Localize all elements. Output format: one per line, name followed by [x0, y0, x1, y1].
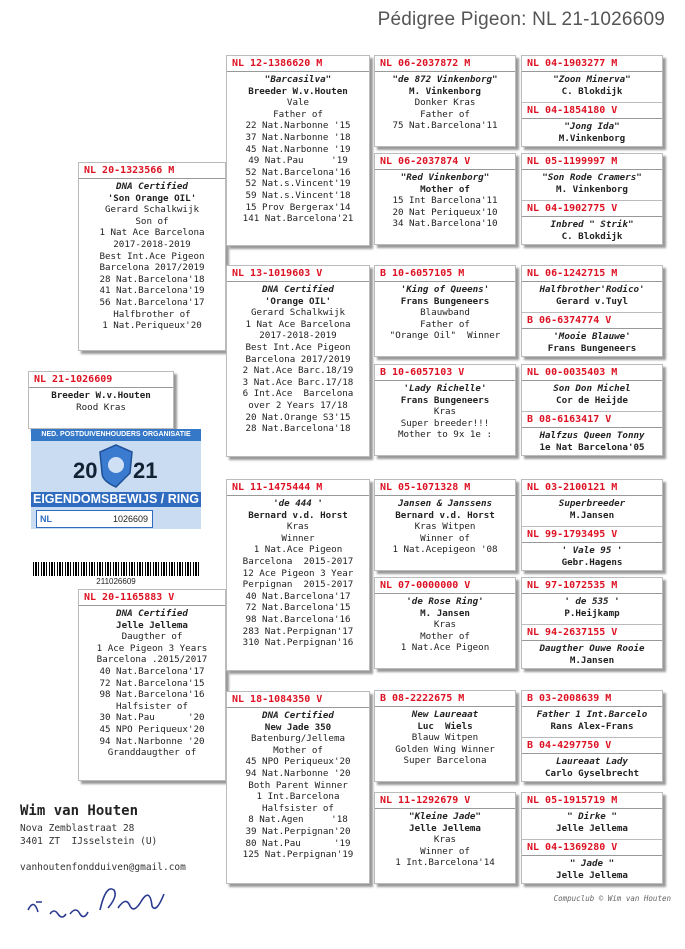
ancestor-female: [522, 737, 662, 779]
pigeon-details: [522, 496, 662, 521]
detail-line: 22 Nat.Narbonne '15: [245, 120, 351, 132]
detail-line: Halfbrother'Rodico': [539, 284, 645, 295]
detail-line: Breeder W.v.Houten: [248, 85, 348, 97]
detail-line: 45 NPO Periqueux'20: [245, 756, 351, 768]
organisation-name: NED. POSTDUIVENHOUDERS ORGANISATIE: [31, 429, 201, 441]
ring-number-header: NL 20-1323566 M: [79, 163, 225, 179]
detail-line: 72 Nat.Barcelona'15: [99, 677, 205, 689]
address-line: Nova Zemblastraat 28: [20, 823, 135, 834]
detail-line: Laureaat Lady: [556, 756, 628, 767]
detail-line: Barcelona 2017/2019: [99, 262, 205, 274]
detail-line: Luc Wiels: [417, 720, 473, 732]
detail-line: 20 Nat Periqueux'10: [392, 206, 498, 218]
detail-line: Superbreeder: [558, 498, 626, 509]
detail-line: Winner: [281, 532, 315, 544]
detail-line: Rans Alex-Frans: [550, 720, 634, 732]
detail-line: Bernard v.d. Horst: [395, 509, 495, 521]
detail-line: M.Jansen: [569, 654, 615, 666]
detail-line: Cor de Heijde: [556, 394, 628, 406]
detail-line: 94 Nat.Narbonne '20: [99, 735, 205, 747]
detail-line: Super Barcelona: [403, 755, 487, 767]
ancestor-female: [522, 624, 662, 666]
detail-line: 39 Nat.Perpignan'20: [245, 825, 351, 837]
detail-line: "Red Vinkenborg": [400, 172, 490, 183]
ancestor-female: [522, 411, 662, 453]
detail-line: 41 Nat.Barcelona'19: [99, 285, 205, 297]
detail-line: M. Vinkenborg: [409, 85, 481, 97]
detail-line: 37 Nat.Narbonne '18: [245, 131, 351, 143]
detail-line: 1 Nat.Ace Pigeon: [253, 544, 343, 556]
detail-line: 125 Nat.Perpignan'19: [242, 849, 354, 861]
pigeon-details: [522, 329, 662, 354]
detail-line: 15 Int Barcelona'11: [392, 195, 498, 207]
ring-number-header: NL 07-0000000 V: [375, 578, 515, 594]
detail-line: Blauw Witpen: [411, 732, 479, 744]
detail-line: Son Don Michel: [553, 383, 631, 394]
detail-line: C. Blokdijk: [561, 85, 623, 97]
great-grandparent-card: [374, 479, 516, 571]
detail-line: Winner of: [420, 532, 470, 544]
ring-number-header: B 08-2222675 M: [375, 691, 515, 707]
detail-line: 2017-2018-2019: [113, 238, 191, 250]
ring-number-header: NL 12-1386620 M: [227, 56, 369, 72]
detail-line: Inbred " Strik": [550, 219, 634, 230]
detail-line: " Dirke ": [567, 811, 617, 822]
detail-line: Kras: [286, 521, 310, 533]
detail-line: Gerard Schalkwijk: [250, 307, 346, 319]
detail-line: 2017-2018-2019: [259, 330, 337, 342]
detail-line: 94 Nat.Narbonne '20: [245, 767, 351, 779]
detail-line: Gerard v.Tuyl: [556, 295, 628, 307]
pigeon-details: [522, 594, 662, 619]
great-grandparent-card: [374, 577, 516, 669]
detail-line: DNA Certified: [116, 608, 188, 619]
detail-line: Batenburg/Jellema: [250, 733, 346, 745]
detail-line: 141 Nat.Barcelona'21: [242, 213, 354, 225]
detail-line: Mother of: [420, 630, 470, 642]
detail-line: M.Vinkenborg: [558, 132, 626, 144]
detail-line: ' de 535 ': [564, 596, 620, 607]
detail-line: Granddaugther of: [107, 747, 197, 759]
ring-number-header: NL 03-2100121 M: [522, 480, 662, 496]
detail-line: " Jade ": [569, 858, 615, 869]
detail-line: Carlo Gyselbrecht: [544, 767, 640, 779]
ancestor-female: [522, 312, 662, 354]
sire-card: [78, 162, 226, 351]
ring-number-header: NL 06-2037872 M: [375, 56, 515, 72]
detail-line: Perpignan 2015-2017: [242, 579, 354, 591]
detail-line: over 2 Years 17/18: [248, 399, 348, 411]
detail-line: Best Int.Ace Pigeon: [245, 341, 351, 353]
detail-line: Donker Kras: [414, 97, 476, 109]
detail-line: Barcelona 2015-2017: [242, 555, 354, 567]
detail-line: DNA Certified: [262, 710, 334, 721]
owner-address: [20, 822, 157, 848]
pigeon-details: [79, 179, 225, 332]
detail-line: 3 Nat.Ace Barc.17/18: [242, 376, 354, 388]
great-grandparent-card: [374, 690, 516, 782]
detail-line: Jelle Jellema: [409, 822, 481, 834]
detail-line: P.Heijkamp: [564, 607, 620, 619]
detail-line: 1 Int.Barcelona'14: [395, 857, 495, 869]
ancestor-male: [522, 578, 662, 624]
ring-country: NL: [40, 514, 52, 524]
detail-line: "Kleine Jade": [409, 811, 481, 822]
pigeon-details: [522, 72, 662, 97]
detail-line: 40 Nat.Barcelona'17: [99, 665, 205, 677]
detail-line: "Jong Ida": [564, 121, 620, 132]
detail-line: Halfsister of: [116, 700, 188, 712]
detail-line: Daugther of: [121, 631, 183, 643]
detail-line: Both Parent Winner: [248, 779, 348, 791]
detail-line: Jelle Jellema: [556, 822, 628, 834]
detail-line: Bernard v.d. Horst: [248, 509, 348, 521]
detail-line: 59 Nat.s.Vincent'18: [245, 189, 351, 201]
detail-line: 2 Nat.Ace Barc.18/19: [242, 365, 354, 377]
detail-line: 'Lady Richelle': [403, 383, 487, 394]
detail-line: Son of: [135, 215, 169, 227]
ring-number-header: NL 97-1072535 M: [522, 578, 662, 594]
detail-line: 'King of Queens': [400, 284, 490, 295]
pigeon-details: [522, 381, 662, 406]
ring-number: 1026609: [112, 514, 148, 524]
detail-line: 45 Nat.Narbonne '19: [245, 143, 351, 155]
detail-line: 8 Nat.Agen '18: [248, 814, 348, 826]
detail-line: 52 Nat.Barcelona'16: [245, 166, 351, 178]
detail-line: 1 Nat Ace Barcelona: [245, 318, 351, 330]
ring-number-header: B 04-4297750 V: [522, 738, 662, 754]
ring-number-header: NL 06-1242715 M: [522, 266, 662, 282]
detail-line: Mother to 9x 1e :: [397, 429, 493, 441]
pigeon-details: [375, 72, 515, 132]
detail-line: DNA Certified: [116, 181, 188, 192]
detail-line: 15 Prov Bergerax'14: [245, 201, 351, 213]
detail-line: 1 Nat.Periqueux'20: [102, 320, 202, 332]
lion-emblem-icon: [97, 443, 135, 489]
ancestor-male: [522, 691, 662, 737]
pigeon-details: [522, 170, 662, 195]
pigeon-details: [375, 809, 515, 869]
credit-text: Compuclub © Wim van Houten: [553, 894, 671, 903]
detail-line: DNA Certified: [262, 284, 334, 295]
detail-line: 30 Nat.Pau '20: [99, 712, 205, 724]
detail-line: "de 872 Vinkenborg": [392, 74, 498, 85]
ring-number-field: [36, 510, 153, 528]
detail-line: 28 Nat.Barcelona'18: [245, 423, 351, 435]
great-great-grandparent-pair-card: [521, 792, 663, 884]
ancestor-male: [522, 365, 662, 411]
great-great-grandparent-pair-card: [521, 265, 663, 357]
detail-line: 45 NPO Periqueux'20: [99, 723, 205, 735]
detail-line: "Son Rode Cramers": [542, 172, 642, 183]
detail-line: 310 Nat.Perpignan'16: [242, 637, 354, 649]
ancestor-male: [522, 793, 662, 839]
barcode: [33, 562, 199, 576]
great-grandparent-card: [374, 153, 516, 245]
pigeon-details: [375, 381, 515, 441]
ring-number-header: B 06-6374774 V: [522, 313, 662, 329]
pigeon-details: [227, 72, 369, 225]
ring-number-header: NL 11-1292679 V: [375, 793, 515, 809]
detail-line: M.Jansen: [569, 509, 615, 521]
pigeon-details: [375, 496, 515, 556]
ancestor-female: [522, 839, 662, 881]
pigeon-details: [29, 388, 173, 413]
great-great-grandparent-pair-card: [521, 364, 663, 456]
subject-pigeon-card: [28, 371, 174, 429]
detail-line: 34 Nat.Barcelona'10: [392, 218, 498, 230]
dam-card: [78, 589, 226, 781]
pigeon-details: [522, 809, 662, 834]
grandparent-card: [226, 479, 370, 671]
grandparent-card: [226, 55, 370, 246]
ring-number-header: NL 94-2637155 V: [522, 625, 662, 641]
detail-line: Father of: [273, 108, 323, 120]
ancestor-male: [522, 266, 662, 312]
ancestor-male: [522, 56, 662, 102]
detail-line: Golden Wing Winner: [395, 743, 495, 755]
detail-line: Halfbrother of: [113, 308, 191, 320]
detail-line: 'Orange OIL': [264, 295, 332, 307]
page-title: Pédigree Pigeon: NL 21-1026609: [377, 9, 665, 30]
pigeon-details: [375, 707, 515, 767]
ring-number-header: NL 05-1915719 M: [522, 793, 662, 809]
ring-number-header: NL 00-0035403 M: [522, 365, 662, 381]
address-line: 3401 ZT IJsselstein (U): [20, 836, 158, 847]
ring-ownership-card: [31, 429, 201, 589]
detail-line: New Jade 350: [264, 721, 332, 733]
pigeon-details: [522, 543, 662, 568]
detail-line: Mother of: [420, 183, 470, 195]
detail-line: Breeder W.v.Houten: [51, 390, 151, 401]
detail-line: 72 Nat.Barcelona'15: [245, 602, 351, 614]
grandparent-card: [226, 265, 370, 457]
ring-number-header: NL 20-1165883 V: [79, 590, 225, 606]
ring-number-header: NL 04-1903277 M: [522, 56, 662, 72]
detail-line: Kras: [433, 406, 457, 418]
detail-line: New Laureaat: [411, 709, 479, 720]
detail-line: Kras Witpen: [414, 521, 476, 533]
detail-line: M. Vinkenborg: [556, 183, 628, 195]
pigeon-details: [227, 496, 369, 649]
detail-line: Barcelona 2017/2019: [245, 353, 351, 365]
pigeon-details: [375, 594, 515, 654]
detail-line: Best Int.Ace Pigeon: [99, 250, 205, 262]
detail-line: Barcelona .2015/2017: [96, 654, 208, 666]
ring-number-header: NL 99-1793495 V: [522, 527, 662, 543]
great-grandparent-card: [374, 55, 516, 147]
detail-line: Jansen & Janssens: [397, 498, 493, 509]
ancestor-female: [522, 526, 662, 568]
great-grandparent-card: [374, 364, 516, 456]
detail-line: 98 Nat.Barcelona'16: [99, 689, 205, 701]
ring-number-header: NL 05-1071328 M: [375, 480, 515, 496]
detail-line: Rood Kras: [76, 401, 126, 413]
detail-line: "Orange Oil" Winner: [389, 330, 501, 342]
detail-line: 1 Ace Pigeon 3 Years: [96, 642, 208, 654]
ring-number-header: NL 04-1369280 V: [522, 840, 662, 856]
pigeon-details: [227, 708, 369, 861]
ring-number-header: B 03-2008639 M: [522, 691, 662, 707]
great-grandparent-card: [374, 792, 516, 884]
pigeon-details: [227, 282, 369, 435]
detail-line: Gerard Schalkwijk: [104, 204, 200, 216]
detail-line: "Zoon Minerva": [553, 74, 631, 85]
pigeon-details: [522, 119, 662, 144]
detail-line: 12 Ace Pigeon 3 Year: [242, 567, 354, 579]
detail-line: 56 Nat.Barcelona'17: [99, 296, 205, 308]
ancestor-female: [522, 102, 662, 144]
owner-email: vanhoutenfondduiven@gmail.com: [20, 862, 186, 873]
detail-line: "Barcasilva": [264, 74, 332, 85]
detail-line: Daugther Ouwe Rooie: [539, 643, 645, 654]
great-great-grandparent-pair-card: [521, 690, 663, 782]
detail-line: 1 Nat Ace Barcelona: [99, 227, 205, 239]
ancestor-male: [522, 480, 662, 526]
detail-line: 40 Nat.Barcelona'17: [245, 590, 351, 602]
great-great-grandparent-pair-card: [521, 479, 663, 571]
detail-line: 80 Nat.Pau '19: [245, 837, 351, 849]
detail-line: C. Blokdijk: [561, 230, 623, 242]
ring-number-header: NL 05-1199997 M: [522, 154, 662, 170]
detail-line: 28 Nat.Barcelona'18: [99, 273, 205, 285]
ring-number-header: NL 06-2037874 V: [375, 154, 515, 170]
detail-line: Halfsister of: [262, 802, 334, 814]
ring-number-header: NL 21-1026609: [29, 372, 173, 388]
ring-number-header: NL 13-1019603 V: [227, 266, 369, 282]
detail-line: Super breeder!!!: [400, 417, 490, 429]
detail-line: Gebr.Hagens: [561, 556, 623, 568]
barcode-number: 211026609: [96, 577, 136, 586]
ring-number-header: B 08-6163417 V: [522, 412, 662, 428]
detail-line: 'Son Orange OIL': [107, 192, 197, 204]
detail-line: Vale: [286, 97, 310, 109]
detail-line: 75 Nat.Barcelona'11: [392, 120, 498, 132]
detail-line: 52 Nat.s.Vincent'19: [245, 178, 351, 190]
pigeon-details: [522, 641, 662, 666]
detail-line: Halfzus Queen Tonny: [539, 430, 645, 441]
detail-line: Father of: [420, 318, 470, 330]
ring-number-header: NL 18-1084350 V: [227, 692, 369, 708]
grandparent-card: [226, 691, 370, 884]
great-grandparent-card: [374, 265, 516, 357]
great-great-grandparent-pair-card: [521, 577, 663, 669]
detail-line: 49 Nat.Pau '19: [248, 155, 348, 167]
pigeon-details: [522, 217, 662, 242]
ownership-label: EIGENDOMSBEWIJS / RING: [33, 492, 199, 506]
detail-line: 1 Nat.Ace Pigeon: [400, 642, 490, 654]
pigeon-details: [522, 707, 662, 732]
detail-line: 1 Int.Barcelona: [256, 791, 340, 803]
detail-line: Frans Bungeneers: [547, 342, 637, 354]
detail-line: 'de Rose Ring': [406, 596, 484, 607]
detail-line: 20 Nat.Orange S3'15: [245, 411, 351, 423]
detail-line: 'de 444 ': [273, 498, 323, 509]
detail-line: Father of: [420, 108, 470, 120]
ancestor-male: [522, 154, 662, 200]
detail-line: Father 1 Int.Barcelo: [536, 709, 648, 720]
detail-line: 6 Int.Ace Barcelona: [242, 388, 354, 400]
detail-line: M. Jansen: [420, 607, 470, 619]
pigeon-details: [375, 282, 515, 342]
ancestor-female: [522, 200, 662, 242]
detail-line: 98 Nat.Barcelona'16: [245, 613, 351, 625]
pigeon-details: [522, 282, 662, 307]
great-great-grandparent-pair-card: [521, 153, 663, 245]
detail-line: 1e Nat Barcelona'05: [539, 441, 645, 453]
detail-line: Blauwband: [420, 307, 470, 319]
ring-year-right: 21: [133, 458, 158, 483]
detail-line: Jelle Jellema: [116, 619, 188, 631]
signature-icon: [22, 880, 182, 925]
detail-line: Frans Bungeneers: [400, 295, 490, 307]
detail-line: 283 Nat.Perpignan'17: [242, 625, 354, 637]
pigeon-details: [79, 606, 225, 759]
pigeon-details: [375, 170, 515, 230]
owner-name: Wim van Houten: [20, 803, 139, 819]
detail-line: Winner of: [420, 845, 470, 857]
ring-number-header: NL 04-1902775 V: [522, 201, 662, 217]
detail-line: 'Mooie Blauwe': [553, 331, 631, 342]
ring-number-header: B 10-6057103 V: [375, 365, 515, 381]
detail-line: Jelle Jellema: [556, 869, 628, 881]
detail-line: Frans Bungeneers: [400, 394, 490, 406]
pigeon-details: [522, 754, 662, 779]
ring-number-header: B 10-6057105 M: [375, 266, 515, 282]
detail-line: ' Vale 95 ': [561, 545, 623, 556]
ring-number-header: NL 11-1475444 M: [227, 480, 369, 496]
ring-year-left: 20: [73, 458, 98, 483]
detail-line: Kras: [433, 619, 457, 631]
pigeon-details: [522, 856, 662, 881]
detail-line: Mother of: [273, 744, 323, 756]
ring-number-header: NL 04-1854180 V: [522, 103, 662, 119]
detail-line: 1 Nat.Acepigeon '08: [392, 544, 498, 556]
great-great-grandparent-pair-card: [521, 55, 663, 147]
pigeon-details: [522, 428, 662, 453]
detail-line: Kras: [433, 834, 457, 846]
